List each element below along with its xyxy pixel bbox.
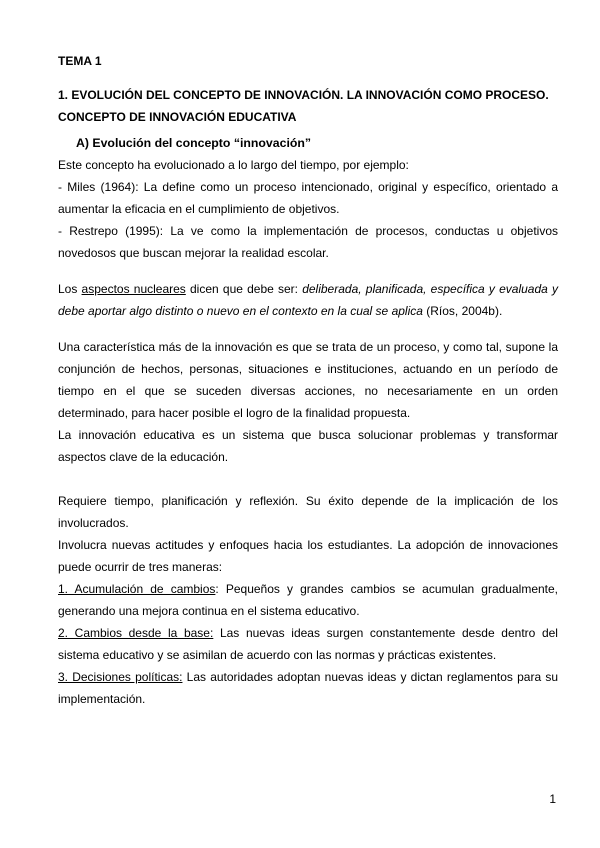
aspectos-paragraph (58, 278, 558, 322)
intro-paragraph: Este concepto ha evolucionado a lo largo del tiempo, por ejemplo: (58, 158, 409, 172)
caracteristica-paragraph: Una característica más de la innovación es que se trata de un proceso, y como tal, supone la conjunción de hechos, personas, situaciones e instituciones, actuando en un período de tiempo en el que se suceden diversas acciones, no necesariamente en un orden determinado, para hacer posible el logro de la finalidad propuesta. (58, 340, 558, 420)
topic-title: TEMA 1 (58, 54, 102, 68)
way-text: Pequeños y grandes cambios se acumulan gradualmente, generando una mejora continua en el sistema educativo. (58, 582, 559, 618)
miles-paragraph: - Miles (1964): La define como un proceso intencionado, original y específico, orientado a aumentar la eficacia en el cumplimiento de objetivos. (58, 180, 558, 216)
sistema-paragraph: La innovación educativa es un sistema que busca solucionar problemas y transformar aspectos clave de la educación. (58, 428, 558, 464)
aspectos-prefix: Los (58, 282, 82, 296)
way-item: 1. Acumulación de cambios: Pequeños y grandes cambios se acumulan gradualmente, generando una mejora continua en el sistema educativo. (58, 582, 559, 618)
section-heading: 1. EVOLUCIÓN DEL CONCEPTO DE INNOVACIÓN. LA INNOVACIÓN COMO PROCESO. CONCEPTO DE INNOVACIÓN EDUCATIVA (58, 88, 549, 124)
way-text: Las autoridades adoptan nuevas ideas y dictan reglamentos para su implementación. (58, 670, 558, 706)
way-label: 1. Acumulación de cambios (58, 582, 216, 596)
way-label: 2. Cambios desde la base: (58, 626, 214, 640)
aspectos-italic: deliberada, planificada, específica y evaluada y debe aportar algo distinto o nuevo en el contexto en la cual se aplica (58, 282, 559, 318)
aspectos-middle: dicen que debe ser: (185, 282, 303, 296)
way-item (58, 622, 558, 666)
way-label: 3. Decisiones políticas: (58, 670, 183, 684)
subsection-heading: A) Evolución del concepto “innovación” (76, 136, 312, 150)
document-page (58, 50, 558, 710)
page-number: 1 (549, 792, 556, 806)
involucra-paragraph: Involucra nuevas actitudes y enfoques hacia los estudiantes. La adopción de innovaciones puede ocurrir de tres maneras: (58, 538, 558, 574)
way-item (58, 666, 558, 710)
way-text: Las nuevas ideas surgen constantemente desde dentro del sistema educativo y se asimilan de acuerdo con las normas y prácticas existentes. (58, 626, 558, 662)
aspectos-suffix: (Ríos, 2004b). (422, 304, 503, 318)
restrepo-paragraph: - Restrepo (1995): La ve como la implementación de procesos, conductas u objetivos novedosos que buscan mejorar la realidad escolar. (58, 224, 558, 260)
requiere-paragraph: Requiere tiempo, planificación y reflexión. Su éxito depende de la implicación de los involucrados. (58, 494, 558, 530)
aspectos-underlined: aspectos nucleares (81, 282, 186, 296)
